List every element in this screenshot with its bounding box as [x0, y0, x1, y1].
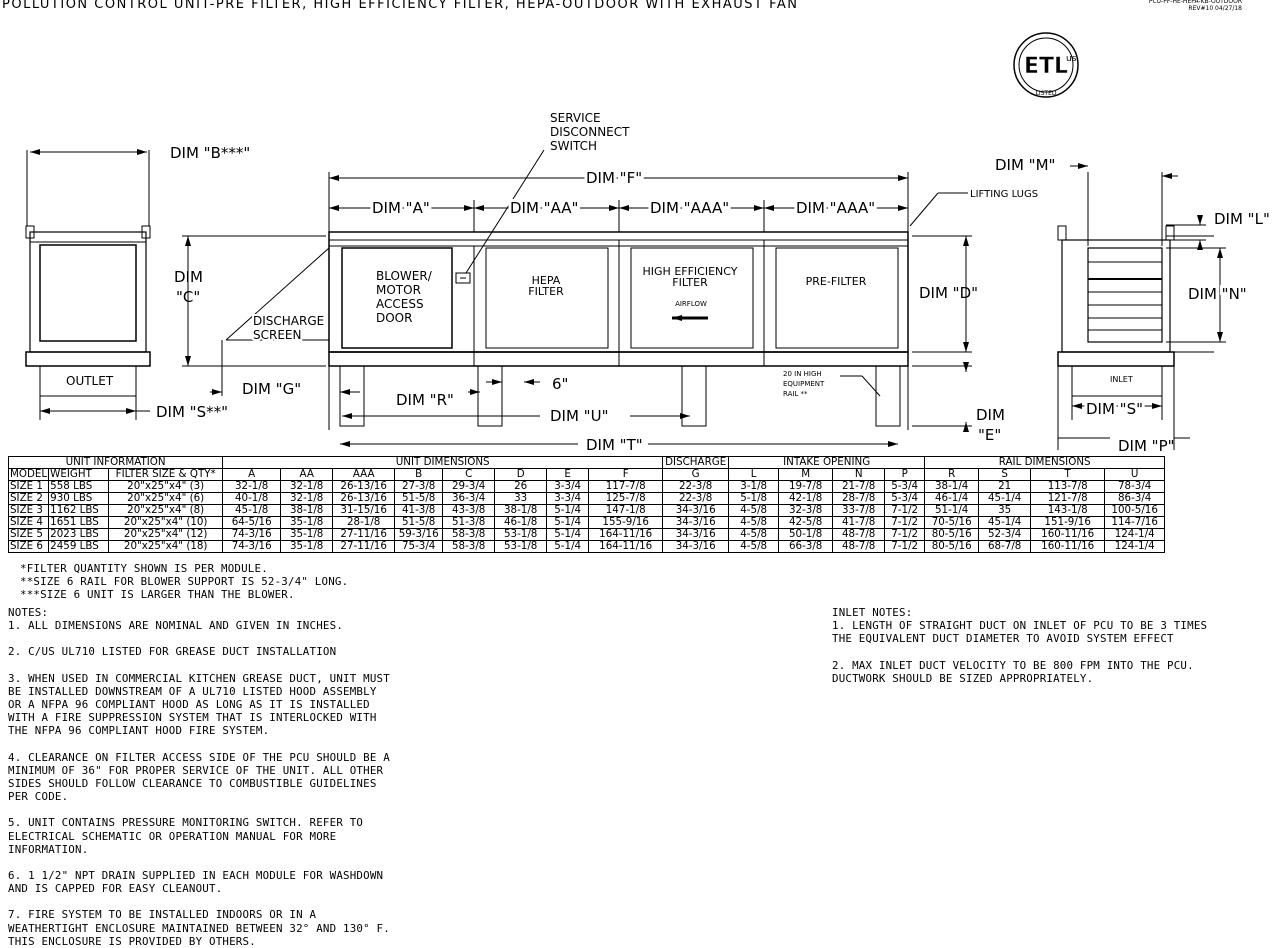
table-cell: 27-3/8 — [395, 481, 443, 493]
note: 4. CLEARANCE ON FILTER ACCESS SIDE OF THE PCU SHOULD BE A MINIMUM OF 36" FOR PROPER SERVICE OF THE UNIT. ALL OTHER SIDES SHOULD FOLLOW CLEARANCE TO COMBUSTIBLE GUIDELINES PER CODE. — [8, 750, 390, 804]
table-cell: 27-11/16 — [333, 529, 395, 541]
table-cell: 28-7/8 — [833, 493, 885, 505]
table-cell: 147-1/8 — [589, 505, 663, 517]
table-cell: 3-3/4 — [547, 493, 589, 505]
table-column-header: N — [833, 469, 885, 481]
table-cell: SIZE 2 — [9, 493, 49, 505]
table-group-header: UNIT DIMENSIONS — [223, 457, 663, 469]
table-column-header: R — [925, 469, 979, 481]
table-cell: 124-1/4 — [1105, 541, 1165, 553]
table-cell: 48-7/8 — [833, 541, 885, 553]
table-cell: 1162 LBS — [49, 505, 109, 517]
table-cell: 58-3/8 — [443, 529, 495, 541]
table-cell: 151-9/16 — [1031, 517, 1105, 529]
table-cell: 68-7/8 — [979, 541, 1031, 553]
table-cell: 41-3/8 — [395, 505, 443, 517]
table-row — [9, 529, 1165, 541]
table-cell: 34-3/16 — [663, 529, 729, 541]
table-cell: 22-3/8 — [663, 481, 729, 493]
dim-f-label: DIM "F" — [586, 169, 643, 187]
table-column-header: AA — [281, 469, 333, 481]
table-column-header: L — [729, 469, 779, 481]
table-group-header: UNIT INFORMATION — [9, 457, 223, 469]
pre-filter-label: PRE-FILTER — [805, 275, 867, 288]
table-cell: 20"x25"x4" (18) — [109, 541, 223, 553]
note: 1. ALL DIMENSIONS ARE NOMINAL AND GIVEN IN INCHES. — [8, 619, 344, 633]
table-cell: 558 LBS — [49, 481, 109, 493]
inlet-note: 1. LENGTH OF STRAIGHT DUCT ON INLET OF PCU TO BE 3 TIMES THE EQUIVALENT DUCT DIAMETER TO AVOID SYSTEM EFFECT — [832, 619, 1208, 646]
table-cell: 33-7/8 — [833, 505, 885, 517]
note: 6. 1 1/2" NPT DRAIN SUPPLIED IN EACH MODULE FOR WASHDOWN AND IS CAPPED FOR EASY CLEANOUT. — [8, 869, 384, 896]
table-cell: SIZE 6 — [9, 541, 49, 553]
table-row — [9, 517, 1165, 529]
table-cell: 32-1/8 — [281, 493, 333, 505]
table-cell: 51-5/8 — [395, 517, 443, 529]
table-cell: 125-7/8 — [589, 493, 663, 505]
dim-e-label-1: DIM — [976, 406, 1005, 424]
blower-door-label-1: BLOWER/ — [376, 269, 432, 283]
rail-label-3: RAIL ** — [783, 390, 808, 398]
table-group-row — [9, 457, 1165, 469]
table-cell: 4-5/8 — [729, 517, 779, 529]
etl-listed-logo — [1014, 33, 1078, 97]
table-cell: 5-1/4 — [547, 529, 589, 541]
table-cell: 52-3/4 — [979, 529, 1031, 541]
table-cell: 64-5/16 — [223, 517, 281, 529]
dim-e-label-2: "E" — [978, 426, 1002, 444]
table-cell: 930 LBS — [49, 493, 109, 505]
table-cell: 29-3/4 — [443, 481, 495, 493]
general-notes — [8, 606, 390, 948]
outlet-label: OUTLET — [66, 374, 114, 388]
inlet-note: 2. MAX INLET DUCT VELOCITY TO BE 800 FPM INTO THE PCU. DUCTWORK SHOULD BE SIZED APPROPRIATELY. — [832, 658, 1194, 685]
table-cell: 121-7/8 — [1031, 493, 1105, 505]
table-cell: 19-7/8 — [779, 481, 833, 493]
hepa-filter-label-2: FILTER — [528, 285, 564, 298]
footnote: ***SIZE 6 UNIT IS LARGER THAN THE BLOWER. — [20, 588, 295, 602]
table-cell: 42-5/8 — [779, 517, 833, 529]
table-group-header: DISCHARGE — [663, 457, 729, 469]
table-cell: 20"x25"x4" (12) — [109, 529, 223, 541]
service-switch-label-2: DISCONNECT — [550, 125, 630, 139]
table-cell: 26-13/16 — [333, 493, 395, 505]
dim-d-label: DIM "D" — [919, 284, 979, 302]
table-column-header: G — [663, 469, 729, 481]
table-cell: 35 — [979, 505, 1031, 517]
table-cell: 34-3/16 — [663, 505, 729, 517]
table-column-header: F — [589, 469, 663, 481]
table-cell: 21 — [979, 481, 1031, 493]
etl-listed-text: LISTED — [1035, 90, 1057, 97]
table-cell: 53-1/8 — [495, 529, 547, 541]
dim-g-label: DIM "G" — [242, 380, 302, 398]
table-cell: 28-1/8 — [333, 517, 395, 529]
table-cell: 32-1/8 — [281, 481, 333, 493]
table-cell: 2023 LBS — [49, 529, 109, 541]
table-cell: 5-3/4 — [885, 493, 925, 505]
table-cell: 7-1/2 — [885, 529, 925, 541]
rail-label-2: EQUIPMENT — [783, 380, 825, 388]
table-cell: 38-1/8 — [495, 505, 547, 517]
dim-u-label: DIM "U" — [550, 407, 609, 425]
table-cell: 32-1/8 — [223, 481, 281, 493]
table-column-header: FILTER SIZE & QTY* — [109, 469, 223, 481]
table-cell: 80-5/16 — [925, 529, 979, 541]
table-cell: 33 — [495, 493, 547, 505]
dim-p-label: DIM "P" — [1118, 437, 1175, 455]
table-cell: 78-3/4 — [1105, 481, 1165, 493]
table-column-header: M — [779, 469, 833, 481]
inlet-notes — [832, 606, 1207, 685]
table-cell: 51-3/8 — [443, 517, 495, 529]
dim-aaa-label-1: DIM "AAA" — [650, 199, 730, 217]
dim-c-label-1: DIM — [174, 268, 203, 286]
table-cell: 5-3/4 — [885, 481, 925, 493]
table-cell: 59-3/16 — [395, 529, 443, 541]
table-cell: SIZE 4 — [9, 517, 49, 529]
notes-title: NOTES: — [8, 606, 49, 619]
table-header-row — [9, 469, 1165, 481]
table-cell: 58-3/8 — [443, 541, 495, 553]
table-cell: 100-5/16 — [1105, 505, 1165, 517]
table-cell: 7-1/2 — [885, 517, 925, 529]
table-row — [9, 481, 1165, 493]
rail-label-1: 20 IN HIGH — [783, 370, 822, 378]
table-cell: 26-13/16 — [333, 481, 395, 493]
table-cell: 5-1/8 — [729, 493, 779, 505]
table-row — [9, 541, 1165, 553]
dim-t-label: DIM "T" — [586, 436, 643, 454]
table-cell: 20"x25"x4" (3) — [109, 481, 223, 493]
etl-logo-text: ETL — [1023, 54, 1069, 79]
table-cell: 45-1/4 — [979, 517, 1031, 529]
table-cell: SIZE 5 — [9, 529, 49, 541]
technical-drawing — [0, 0, 1280, 456]
inlet-label: INLET — [1110, 375, 1133, 384]
table-cell: 32-3/8 — [779, 505, 833, 517]
table-column-header: E — [547, 469, 589, 481]
table-cell: 41-7/8 — [833, 517, 885, 529]
table-cell: 86-3/4 — [1105, 493, 1165, 505]
high-efficiency-filter-label-2: FILTER — [672, 276, 708, 289]
table-group-header: RAIL DIMENSIONS — [925, 457, 1165, 469]
table-cell: 35-1/8 — [281, 529, 333, 541]
footnote: *FILTER QUANTITY SHOWN IS PER MODULE. — [20, 562, 268, 575]
table-cell: 26 — [495, 481, 547, 493]
table-column-header: S — [979, 469, 1031, 481]
table-cell: SIZE 1 — [9, 481, 49, 493]
note: 2. C/US UL710 LISTED FOR GREASE DUCT INSTALLATION — [8, 645, 337, 659]
service-switch-label-3: SWITCH — [550, 139, 598, 153]
table-column-header: A — [223, 469, 281, 481]
table-cell: 124-1/4 — [1105, 529, 1165, 541]
table-cell: 31-15/16 — [333, 505, 395, 517]
revision-date: REV#10 04/27/18 — [1188, 5, 1242, 12]
table-cell: 75-3/4 — [395, 541, 443, 553]
table-cell: 46-1/8 — [495, 517, 547, 529]
table-cell: 21-7/8 — [833, 481, 885, 493]
dim-aaa-label-2: DIM "AAA" — [796, 199, 876, 217]
dim-r-label: DIM "R" — [396, 391, 454, 409]
discharge-screen-label-2: SCREEN — [253, 328, 302, 342]
table-column-header: U — [1105, 469, 1165, 481]
blower-door-label-4: DOOR — [376, 311, 413, 325]
high-efficiency-filter-label-1: HIGH EFFICIENCY — [642, 265, 738, 278]
airflow-label: AIRFLOW — [675, 300, 707, 308]
table-cell: 20"x25"x4" (8) — [109, 505, 223, 517]
table-cell: 7-1/2 — [885, 505, 925, 517]
table-column-header: T — [1031, 469, 1105, 481]
hepa-filter-label-1: HEPA — [531, 274, 561, 287]
table-cell: 4-5/8 — [729, 505, 779, 517]
table-cell: 46-1/4 — [925, 493, 979, 505]
table-cell: 27-11/16 — [333, 541, 395, 553]
table-cell: 34-3/16 — [663, 517, 729, 529]
table-cell: 45-1/8 — [223, 505, 281, 517]
table-cell: 5-1/4 — [547, 517, 589, 529]
note: 5. UNIT CONTAINS PRESSURE MONITORING SWITCH. REFER TO ELECTRICAL SCHEMATIC OR OPERATION MANUAL FOR MORE INFORMATION. — [8, 816, 364, 856]
table-cell: 38-1/8 — [281, 505, 333, 517]
table-cell: 113-7/8 — [1031, 481, 1105, 493]
table-cell: 22-3/8 — [663, 493, 729, 505]
table-cell: 45-1/4 — [979, 493, 1031, 505]
table-cell: 7-1/2 — [885, 541, 925, 553]
note: 3. WHEN USED IN COMMERCIAL KITCHEN GREASE DUCT, UNIT MUST BE INSTALLED DOWNSTREAM OF A UL710 LISTED HOOD ASSEMBLY OR A NFPA 96 COMPLIANT HOOD AS LONG AS IT IS INSTALLED WITH A FIRE SUPPRESSION SYSTEM THAT IS INTERLOCKED WITH THE NFPA 96 COMPLIANT HOOD FIRE SYSTEM. — [8, 671, 390, 738]
etl-us-mark: us — [1066, 54, 1077, 64]
footnotes — [20, 562, 348, 602]
blower-door-label-2: MOTOR — [376, 283, 421, 297]
table-cell: 164-11/16 — [589, 541, 663, 553]
table-cell: 4-5/8 — [729, 529, 779, 541]
table-cell: 51-1/4 — [925, 505, 979, 517]
table-cell: 164-11/16 — [589, 529, 663, 541]
table-cell: 117-7/8 — [589, 481, 663, 493]
table-column-header: AAA — [333, 469, 395, 481]
table-cell: 34-3/16 — [663, 541, 729, 553]
inlet-notes-title: INLET NOTES: — [832, 606, 913, 619]
table-row — [9, 493, 1165, 505]
dim-n-label: DIM "N" — [1188, 285, 1247, 303]
table-cell: 80-5/16 — [925, 541, 979, 553]
table-cell: 4-5/8 — [729, 541, 779, 553]
table-column-header: D — [495, 469, 547, 481]
unit-specification-table — [8, 456, 1165, 553]
dim-aa-label: DIM "AA" — [510, 199, 579, 217]
table-column-header: B — [395, 469, 443, 481]
document-number: PCU-PF-HE-HEPA-KB-OUTDOOR — [1148, 0, 1242, 5]
table-column-header: MODEL — [10, 468, 48, 480]
table-cell: 160-11/16 — [1031, 529, 1105, 541]
drawing-title: POLLUTION CONTROL UNIT-PRE FILTER, HIGH EFFICIENCY FILTER, HEPA-OUTDOOR WITH EXHAUST FAN — [2, 0, 799, 12]
table-cell: 43-3/8 — [443, 505, 495, 517]
table-group-header: INTAKE OPENING — [729, 457, 925, 469]
table-row — [9, 505, 1165, 517]
dim-b-label: DIM "B***" — [170, 144, 251, 162]
dim-s-front-label: DIM "S**" — [156, 403, 229, 421]
table-cell: 5-1/4 — [547, 505, 589, 517]
table-cell: 114-7/16 — [1105, 517, 1165, 529]
table-cell: 143-1/8 — [1031, 505, 1105, 517]
table-cell: 160-11/16 — [1031, 541, 1105, 553]
table-cell: 35-1/8 — [281, 541, 333, 553]
table-column-header: WEIGHT — [49, 469, 109, 481]
dim-a-label: DIM "A" — [372, 199, 430, 217]
table-column-header: C — [443, 469, 495, 481]
table-cell: 38-1/4 — [925, 481, 979, 493]
table-cell: 66-3/8 — [779, 541, 833, 553]
table-cell: 20"x25"x4" (10) — [109, 517, 223, 529]
six-inch-label: 6" — [552, 375, 569, 393]
note: 7. FIRE SYSTEM TO BE INSTALLED INDOORS OR IN A WEATHERTIGHT ENCLOSURE MAINTAINED BETWEEN 32° AND 130° F. THIS ENCLOSURE IS PROVIDED BY OTHERS. — [8, 908, 390, 948]
table-cell: 51-5/8 — [395, 493, 443, 505]
discharge-screen-label-1: DISCHARGE — [253, 314, 325, 328]
table-cell: 53-1/8 — [495, 541, 547, 553]
table-cell: 155-9/16 — [589, 517, 663, 529]
table-cell: 48-7/8 — [833, 529, 885, 541]
dim-m-label: DIM "M" — [995, 156, 1056, 174]
table-cell: 3-3/4 — [547, 481, 589, 493]
table-cell: 42-1/8 — [779, 493, 833, 505]
footnote: **SIZE 6 RAIL FOR BLOWER SUPPORT IS 52-3/4" LONG. — [20, 575, 349, 589]
table-cell: 36-3/4 — [443, 493, 495, 505]
table-cell: 5-1/4 — [547, 541, 589, 553]
table-cell: 74-3/16 — [223, 529, 281, 541]
table-cell: 40-1/8 — [223, 493, 281, 505]
dim-l-label: DIM "L" — [1214, 210, 1270, 228]
table-cell: SIZE 3 — [9, 505, 49, 517]
table-cell: 35-1/8 — [281, 517, 333, 529]
table-cell: 2459 LBS — [49, 541, 109, 553]
table-cell: 20"x25"x4" (6) — [109, 493, 223, 505]
lifting-lugs-label: LIFTING LUGS — [970, 189, 1039, 200]
table-cell: 3-1/8 — [729, 481, 779, 493]
table-cell: 74-3/16 — [223, 541, 281, 553]
table-column-header: P — [885, 469, 925, 481]
table-cell: 70-5/16 — [925, 517, 979, 529]
service-switch-label-1: SERVICE — [550, 111, 601, 125]
table-cell: 50-1/8 — [779, 529, 833, 541]
dim-c-label-2: "C" — [176, 288, 201, 306]
dim-s-inlet-label: DIM "S" — [1086, 400, 1144, 418]
side-elevation-view — [210, 150, 972, 444]
blower-door-label-3: ACCESS — [376, 297, 424, 311]
table-cell: 1651 LBS — [49, 517, 109, 529]
